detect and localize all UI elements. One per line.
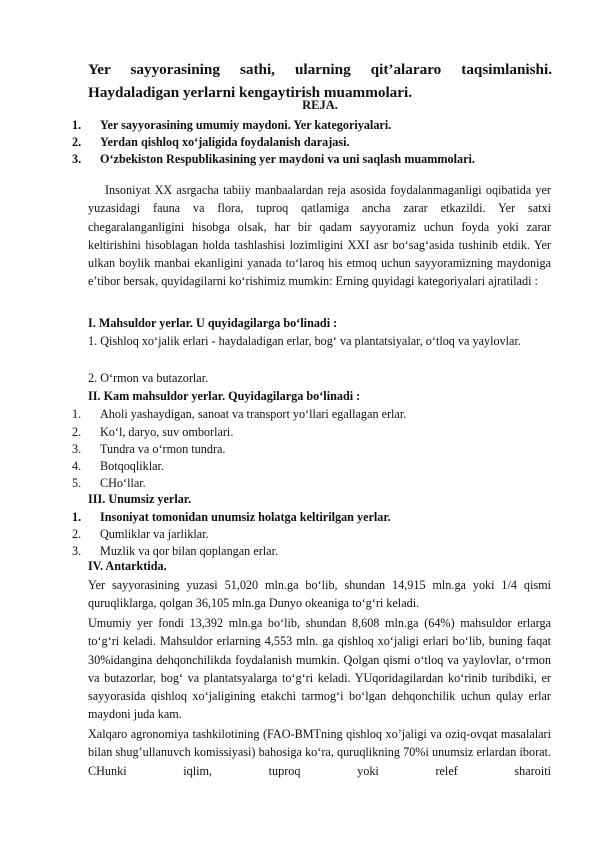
plan-item-number: 3. bbox=[72, 152, 82, 166]
plan-item-number: 1. bbox=[72, 118, 82, 132]
list-item: Insoniyat tomonidan unumsiz holatga keltirilgan yerlar. bbox=[100, 510, 391, 524]
list-number: 3. bbox=[72, 442, 82, 456]
body-paragraph: Yer sayyorasining yuzasi 51,020 mln.ga bo‘lib, shundan 14,915 mln.ga yoki 1/4 qismi quruqliklarga, qolgan 36,105 mln.ga Dunyo okeaniga to‘g‘ri keladi. bbox=[88, 578, 551, 611]
body-paragraph: Umumiy yer fondi 13,392 mln.ga bo‘lib, shundan 8,608 mln.ga (64%) mahsuldor erlarga to‘g‘ri keladi. Mahsuldor erlarning 4,553 mln. ga qishloq xo‘jaligi erlari bo‘lib, buning faqat 30%idangina dehqonchilikda foydalanish mumkin. Qolgan qismi o‘tloq va yaylovlar, o‘rmon va butazorlar, bog‘ va plantatsyalarga to‘g‘ri keladi. YUqoridagilardan ko‘rinib turibdiki, er sayyorasida qishloq xo‘jaligining etakchi tarmog‘i bo‘lgan dehqonchilik uchun qulay erlar maydoni juda kam. bbox=[88, 616, 551, 722]
list-item: Aholi yashaydigan, sanoat va transport yo‘llari egallagan erlar. bbox=[100, 407, 407, 421]
list-item: Tundra va o‘rmon tundra. bbox=[100, 442, 226, 456]
list-number: 1. bbox=[72, 510, 82, 524]
category-heading: IV. Antarktida. bbox=[88, 559, 167, 573]
category-heading: I. Mahsuldor yerlar. U quyidagilarga bo‘linadi : bbox=[88, 316, 338, 330]
category-heading: II. Kam mahsuldor yerlar. Quyidagilarga bo‘linadi : bbox=[88, 389, 361, 403]
list-item: Ko‘l, daryo, suv omborlari. bbox=[100, 425, 234, 439]
plan-heading: REJA. bbox=[302, 98, 338, 112]
plan-item: O‘zbekiston Respublikasining yer maydoni va uni saqlash muammolari. bbox=[100, 152, 475, 166]
list-number: 2. bbox=[72, 425, 82, 439]
list-number: 5. bbox=[72, 476, 82, 490]
body-paragraph: Xalqaro agronomiya tashkilotining (FAO-BMTning qishloq xo’jaligi va oziq-ovqat masalalari bilan shug’ullanuvch komissiyasi) bahosiga ko‘ra, quruqlikning 70%i unumsiz erlardan iborat. CHunki iqlim, tuproq yoki relef sharoiti bbox=[88, 727, 551, 778]
category-item: 2. O‘rmon va butazorlar. bbox=[88, 371, 209, 385]
plan-item: Yer sayyorasining umumiy maydoni. Yer kategoriyalari. bbox=[100, 118, 392, 132]
list-number: 4. bbox=[72, 459, 82, 473]
list-item: Botqoqliklar. bbox=[100, 459, 164, 473]
list-number: 3. bbox=[72, 544, 82, 558]
intro-paragraph: Insoniyat XX asrgacha tabiiy manbaalardan reja asosida foydalanmaganligi oqibatida yer yuzasidagi fauna va flora, tuproq qatlamiga ancha zarar etkazildi. Yer satxi chegaralanganligini hisobga olsak, har bir qadam sayyoramiz uchun foyda yoki zarar keltirishini hisoblagan holda tashlashisi lozimligini XXI asr bo‘sag‘asida tushinib etdik. Yer ulkan boylik manbai ekanligini yanada to‘laroq his etmoq uchun sayyoramizning maydoniga e’tibor bersak, quyidagilarni ko‘rishimiz mumkin: Erning quyidagi kategoriyalari ajratiladi : bbox=[88, 183, 551, 289]
list-item: CHo‘llar. bbox=[100, 476, 146, 490]
category-item: 1. Qishloq xo‘jalik erlari - haydaladigan erlar, bog‘ va plantatsiyalar, o‘tloq va yaylovlar. bbox=[88, 334, 521, 348]
list-item: Qumliklar va jarliklar. bbox=[100, 527, 209, 541]
list-number: 2. bbox=[72, 527, 82, 541]
plan-item: Yerdan qishloq xo‘jaligida foydalanish darajasi. bbox=[100, 135, 350, 149]
plan-item-number: 2. bbox=[72, 135, 82, 149]
list-number: 1. bbox=[72, 407, 82, 421]
list-item: Muzlik va qor bilan qoplangan erlar. bbox=[100, 544, 279, 558]
category-heading: III. Unumsiz yerlar. bbox=[88, 492, 192, 506]
document-title: Yer sayyorasining sathi, ularning qit’alararo taqsimlanishi. Haydaladigan yerlarni kengaytirish muammolari. bbox=[88, 61, 552, 101]
